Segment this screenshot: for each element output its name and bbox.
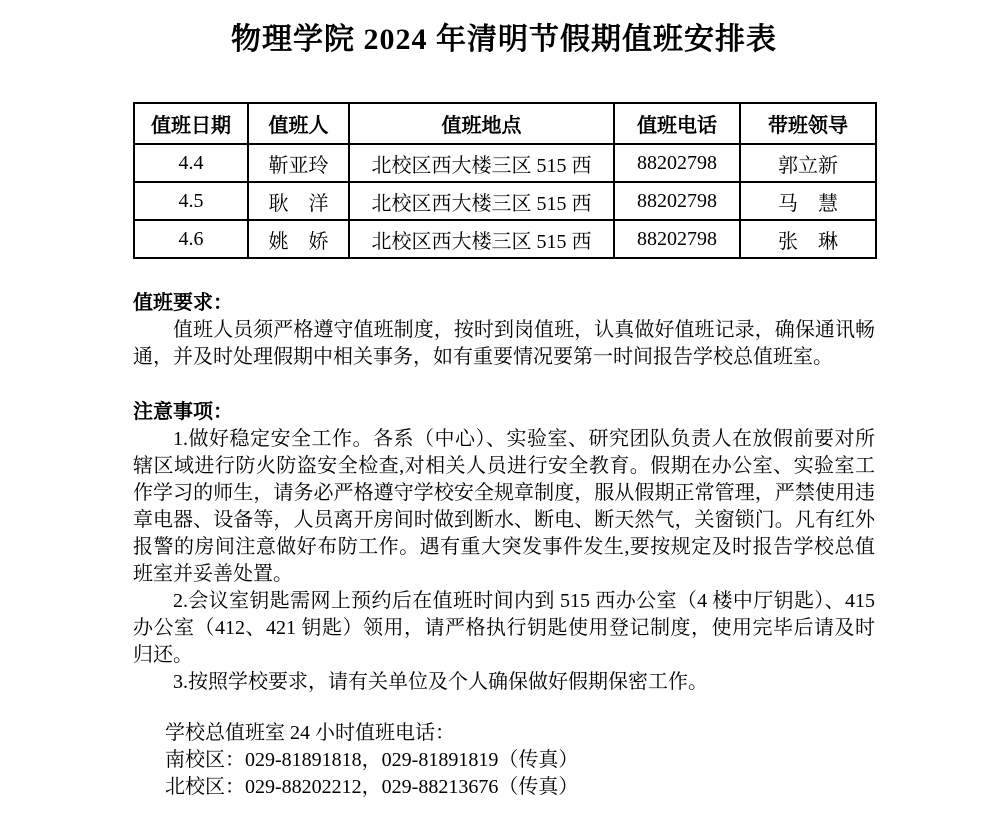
cell-duty-location: 北校区西大楼三区 515 西 — [349, 144, 614, 182]
requirements-section — [133, 290, 875, 371]
note-item-2: 2.会议室钥匙需网上预约后在值班时间内到 515 西办公室（4 楼中厅钥匙）、415 办公室（412、421 钥匙）领用，请严格执行钥匙使用登记制度，使用完毕后请及时归还。 — [133, 590, 875, 666]
cell-duty-date: 4.5 — [134, 182, 248, 220]
note-item-1: 1.做好稳定安全工作。各系（中心）、实验室、研究团队负责人在放假前要对所辖区域进行防火防盗安全检查,对相关人员进行安全教育。假期在办公室、实验室工作学习的师生，请务必严格遵守学校安全规章制度，服从假期正常管理，严禁使用违章电器、设备等，人员离开房间时做到断水、断电、断天然气，关窗锁门。凡有红外报警的房间注意做好布防工作。遇有重大突发事件发生,要按规定及时报告学校总值班室并妥善处置。 — [133, 428, 875, 585]
col-header-duty-location: 值班地点 — [349, 103, 614, 144]
document-title: 物理学院 2024 年清明节假期值班安排表 — [231, 23, 777, 56]
document-page — [133, 0, 875, 801]
footer-south-campus-phones: 南校区：029-81891818，029-81891819（传真） — [165, 749, 579, 771]
cell-duty-phone: 88202798 — [614, 182, 740, 220]
col-header-duty-date: 值班日期 — [134, 103, 248, 144]
table-row — [134, 182, 876, 220]
requirements-body: 值班人员须严格遵守值班制度，按时到岗值班，认真做好值班记录，确保通讯畅通，并及时处理假期中相关事务，如有重要情况要第一时间报告学校总值班室。 — [133, 319, 875, 368]
footer-contacts — [165, 720, 875, 801]
footer-north-campus-phones: 北校区：029-88202212，029-88213676（传真） — [165, 776, 579, 798]
table-row — [134, 220, 876, 258]
cell-duty-date: 4.4 — [134, 144, 248, 182]
cell-duty-location: 北校区西大楼三区 515 西 — [349, 220, 614, 258]
cell-duty-person: 耿 洋 — [248, 182, 349, 220]
col-header-duty-person: 值班人 — [248, 103, 349, 144]
table-row — [134, 144, 876, 182]
table-header-row — [134, 103, 876, 144]
cell-duty-location: 北校区西大楼三区 515 西 — [349, 182, 614, 220]
cell-duty-person: 姚 娇 — [248, 220, 349, 258]
duty-schedule-table — [133, 102, 877, 259]
footer-hotline-title: 学校总值班室 24 小时值班电话： — [165, 722, 455, 744]
cell-duty-person: 靳亚玲 — [248, 144, 349, 182]
col-header-duty-leader: 带班领导 — [740, 103, 876, 144]
cell-duty-date: 4.6 — [134, 220, 248, 258]
note-item-3: 3.按照学校要求，请有关单位及个人确保做好假期保密工作。 — [173, 671, 708, 693]
cell-duty-leader: 马 慧 — [740, 182, 876, 220]
cell-duty-phone: 88202798 — [614, 220, 740, 258]
cell-duty-phone: 88202798 — [614, 144, 740, 182]
requirements-heading: 值班要求： — [133, 292, 233, 314]
notes-section — [133, 399, 875, 696]
notes-heading: 注意事项： — [133, 401, 233, 423]
cell-duty-leader: 郭立新 — [740, 144, 876, 182]
cell-duty-leader: 张 琳 — [740, 220, 876, 258]
col-header-duty-phone: 值班电话 — [614, 103, 740, 144]
